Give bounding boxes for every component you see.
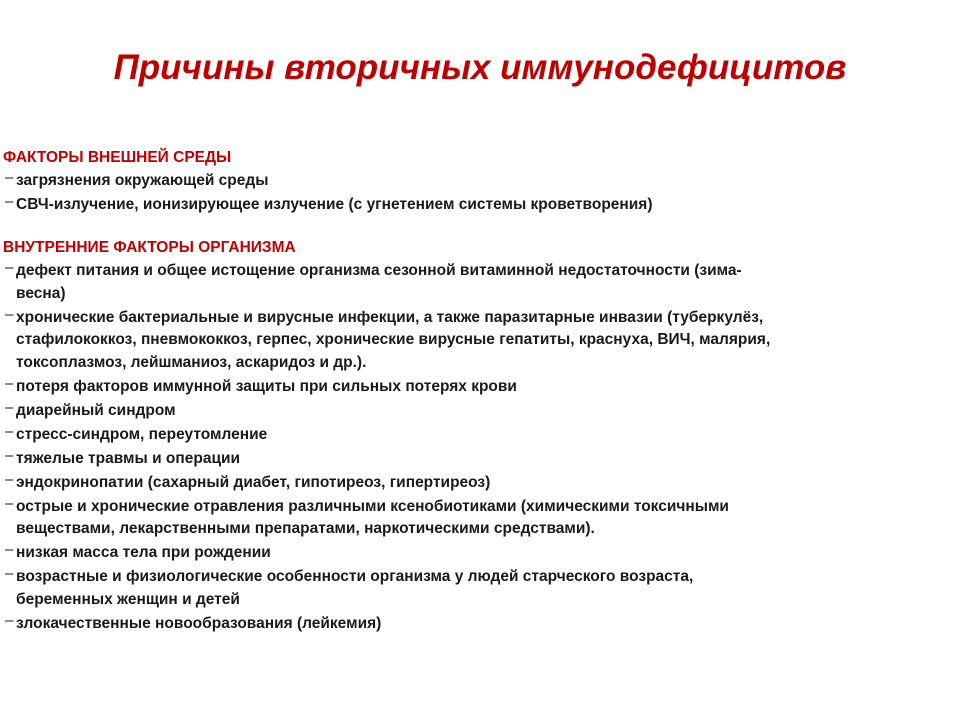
list-item-text: тяжелые травмы и операции <box>16 449 241 467</box>
dash-bullet-icon: – <box>5 169 14 186</box>
list-item-text: диарейный синдром <box>16 401 176 419</box>
list-item <box>3 170 943 193</box>
section-external-factors <box>3 146 943 217</box>
dash-bullet-icon: – <box>5 422 14 440</box>
dash-bullet-icon: – <box>5 193 14 210</box>
list-item-text: низкая масса тела при рождении <box>16 544 271 561</box>
list-item <box>3 448 943 471</box>
list-item <box>3 424 943 447</box>
list-item-text: возрастные и физиологические особенности организма у людей старческого возраста, беременных женщин и детей <box>16 568 694 608</box>
list-item-text: загрязнения окружающей среды <box>16 172 269 189</box>
dash-bullet-icon: – <box>5 446 14 464</box>
list-item-text: стресс-синдром, переутомление <box>16 425 268 443</box>
list-item <box>3 566 943 611</box>
section-heading: ВНУТРЕННИЕ ФАКТОРЫ ОРГАНИЗМА <box>3 239 296 256</box>
list-item <box>3 613 943 636</box>
list-item <box>3 260 943 305</box>
list-item-text: острые и хронические отравления различными ксенобиотиками (химическими токсичными веществами, лекарственными препаратами, наркотическими средствами). <box>16 497 729 537</box>
dash-bullet-icon: – <box>5 565 14 582</box>
dash-bullet-icon: – <box>5 398 14 416</box>
list-item-text: СВЧ-излучение, ионизирующее излучение (с угнетением системы кроветворения) <box>16 196 653 213</box>
dash-bullet-icon: – <box>5 305 14 323</box>
list-item <box>3 496 943 541</box>
dash-bullet-icon: – <box>5 259 14 276</box>
list-item-text: хронические бактериальные и вирусные инфекции, а также паразитарные инвазии (туберкулёз, стафилококкоз, пневмококкоз, герпес, хронические вирусные гепатиты, краснуха, ВИЧ, малярия, токсоплазмоз, лейшманиоз, аскаридоз и др.). <box>16 308 771 371</box>
dash-bullet-icon: – <box>5 494 14 512</box>
slide-title: Причины вторичных иммунодефицитов <box>113 48 847 87</box>
list-item-text: злокачественные новообразования (лейкемия) <box>16 614 382 632</box>
section-heading: ФАКТОРЫ ВНЕШНЕЙ СРЕДЫ <box>3 149 232 166</box>
spacer <box>3 218 943 236</box>
dash-bullet-icon: – <box>5 470 14 488</box>
list-item <box>3 542 943 565</box>
slide-content <box>3 146 943 637</box>
dash-bullet-icon: – <box>5 611 14 629</box>
dash-bullet-icon: – <box>5 374 14 392</box>
dash-bullet-icon: – <box>5 541 14 558</box>
list-item <box>3 307 943 375</box>
list-item <box>3 194 943 217</box>
section-internal-factors <box>3 236 943 635</box>
list-item-text: дефект питания и общее истощение организма сезонной витаминной недостаточности (зима- весна) <box>16 262 742 302</box>
list-item-text: эндокринопатии (сахарный диабет, гипотиреоз, гипертиреоз) <box>16 473 491 491</box>
bullet-list <box>3 170 943 217</box>
list-item <box>3 472 943 495</box>
list-item <box>3 400 943 423</box>
bullet-list <box>3 260 943 635</box>
list-item <box>3 376 943 399</box>
list-item-text: потеря факторов иммунной защиты при сильных потерях крови <box>16 377 517 395</box>
